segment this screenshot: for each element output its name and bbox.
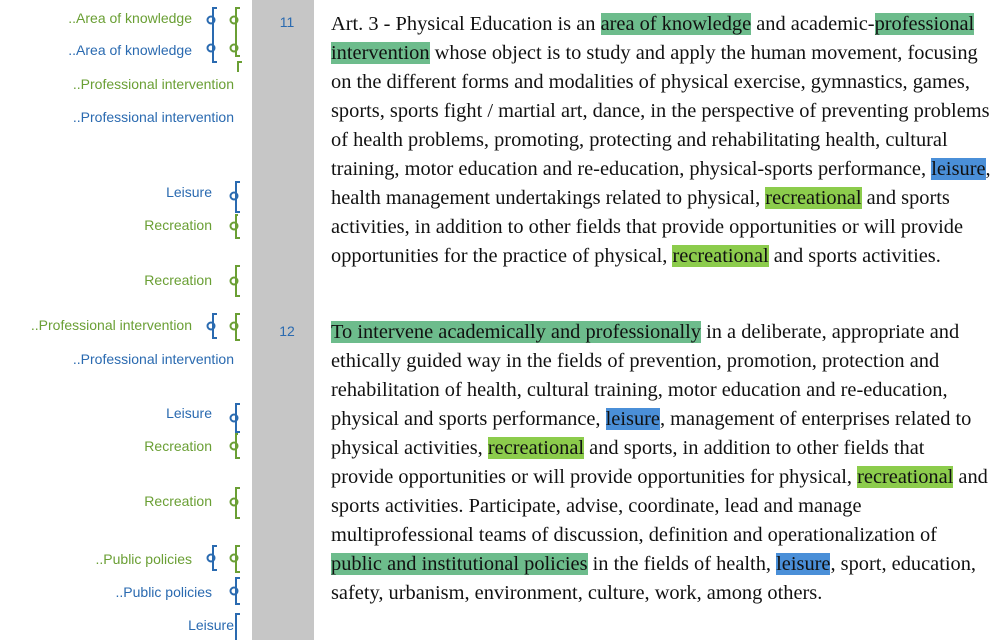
stripe-public-policies-blue-2[interactable] xyxy=(231,578,241,604)
code-label-area-knowledge[interactable]: ..Area of knowledge xyxy=(68,10,192,26)
document-paragraph[interactable] xyxy=(331,10,991,271)
code-label-prof-intervention[interactable]: ..Professional intervention xyxy=(30,317,192,333)
stripe-public-policies-blue[interactable] xyxy=(208,546,218,570)
stripe-area-knowledge-green[interactable] xyxy=(231,8,241,56)
stripe-leisure-1[interactable] xyxy=(231,182,241,212)
code-label-recreation[interactable]: Recreation xyxy=(144,217,212,233)
code-label-recreation[interactable]: Recreation xyxy=(144,438,212,454)
document-paragraph[interactable] xyxy=(331,318,991,608)
coded-segment-highlight[interactable]: leisure xyxy=(931,158,986,180)
coded-segment-highlight[interactable]: recreational xyxy=(857,466,954,488)
coded-segment-highlight[interactable]: area of knowledge xyxy=(600,13,752,35)
paragraph-text: and academic- xyxy=(751,13,875,35)
coded-segment-highlight[interactable]: recreational xyxy=(487,437,585,459)
document-gutter xyxy=(252,0,314,640)
stripe-leisure-2[interactable] xyxy=(231,404,241,432)
code-label-leisure[interactable]: Leisure xyxy=(166,184,212,200)
coded-segment-highlight[interactable]: leisure xyxy=(776,553,831,575)
coded-segment-highlight[interactable]: To intervene academically and professionally xyxy=(331,321,701,343)
paragraph-text: and sports activities. Participate, advise, coordinate, lead and manage multiprofessional teams of discussion, definition and operationalization of xyxy=(331,466,988,546)
stripe-recreation-1[interactable] xyxy=(231,215,241,238)
paragraph-text: and sports activities. xyxy=(768,245,941,267)
stripe-prof-int-green[interactable] xyxy=(238,62,242,72)
paragraph-text: and sports activities, in addition to other fields that provide opportunities or will provide opportunities for the practice of physical, xyxy=(331,187,963,267)
stripe-public-policies-green[interactable] xyxy=(231,546,241,572)
code-label-prof-intervention[interactable]: ..Professional intervention xyxy=(72,109,234,125)
code-label-prof-intervention[interactable]: ..Professional intervention xyxy=(72,351,234,367)
code-label-recreation[interactable]: Recreation xyxy=(144,493,212,509)
paragraph-text: Art. 3 - Physical Education is an xyxy=(331,13,601,35)
paragraph-text: whose object is to study and apply the human movement, focusing on the different forms and modalities of physical exercise, gymnastics, games, sports, sports fight / martial art, dance, in the perspective of preventing problems of health problems, promoting, protecting and rehabilitating health, cultural training, motor education and re-education, physical-sports performance, xyxy=(331,42,990,180)
coding-stripes-panel xyxy=(0,0,250,640)
code-label-area-knowledge[interactable]: ..Area of knowledge xyxy=(68,42,192,58)
paragraph-number[interactable]: 12 xyxy=(279,323,295,339)
stripe-recreation-3[interactable] xyxy=(231,434,241,458)
paragraph-text: and sports, in addition to other fields that provide opportunities or will provide opportunities for physical, xyxy=(331,437,925,488)
stripe-recreation-4[interactable] xyxy=(231,488,241,518)
stripe-recreation-2[interactable] xyxy=(231,266,241,296)
code-label-leisure[interactable]: Leisure xyxy=(188,617,234,633)
code-label-public-policies[interactable]: ..Public policies xyxy=(95,551,192,567)
coded-segment-highlight[interactable]: recreational xyxy=(672,245,769,267)
stripe-prof-int-blue-2[interactable] xyxy=(208,314,218,338)
coded-segment-highlight[interactable]: professional intervention xyxy=(331,13,975,64)
coded-segment-highlight[interactable]: leisure xyxy=(605,408,660,430)
paragraph-text: , sport, education, safety, urbanism, environment, culture, work, among others. xyxy=(331,553,977,604)
paragraph-text: in a deliberate, appropriate and ethically guided way in the fields of prevention, promotion, protection and rehabilitation of health, cultural training, motor education and re-education, physical and sports performance, xyxy=(331,321,960,430)
coded-segment-highlight[interactable]: public and institutional policies xyxy=(331,553,588,575)
paragraph-number[interactable]: 11 xyxy=(279,14,295,30)
code-label-prof-intervention[interactable]: ..Professional intervention xyxy=(72,76,234,92)
paragraph-text: , health management undertakings related to physical, xyxy=(331,158,991,209)
code-label-leisure[interactable]: Leisure xyxy=(166,405,212,421)
stripe-leisure-3[interactable] xyxy=(236,614,240,640)
stripe-prof-int-green-2[interactable] xyxy=(231,314,241,340)
coded-segment-highlight[interactable]: recreational xyxy=(765,187,862,209)
stripe-area-knowledge-blue[interactable] xyxy=(208,8,218,62)
code-label-recreation[interactable]: Recreation xyxy=(144,272,212,288)
paragraph-text: , management of enterprises related to physical activities, xyxy=(331,408,972,459)
paragraph-text: in the fields of health, xyxy=(587,553,777,575)
code-label-public-policies[interactable]: ..Public policies xyxy=(115,584,212,600)
